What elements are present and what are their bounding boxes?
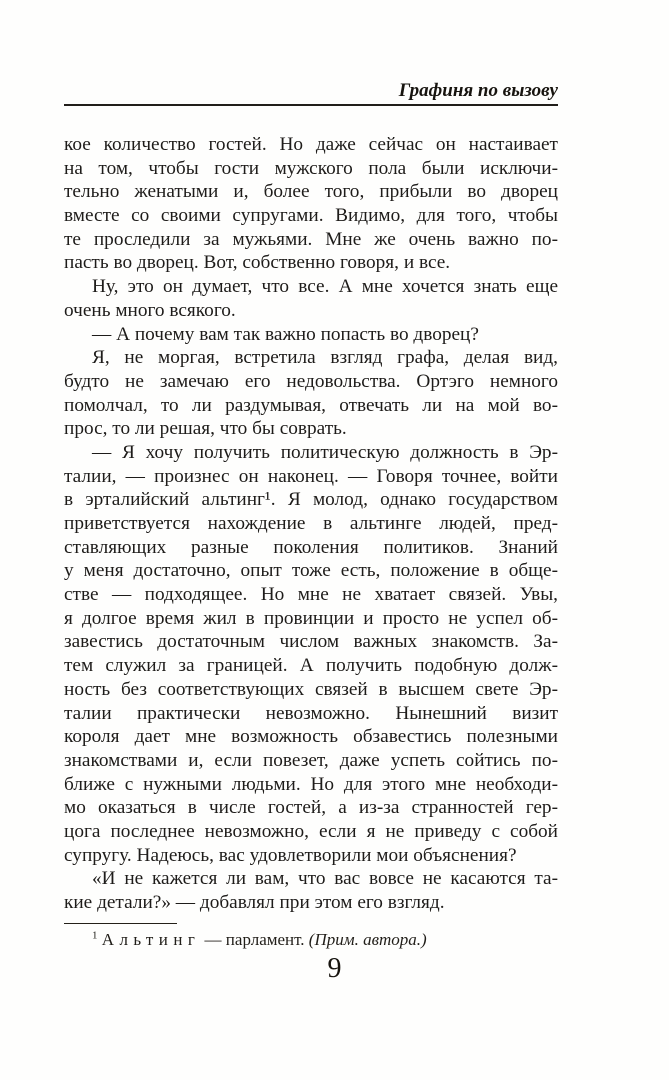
text-line: ближе с нужными людьми. Но для этого мне необходи- [64,773,558,795]
text-line: ставляющих разные поколения политиков. Знаний [64,536,558,558]
text-line: стве — подходящее. Но мне не хватает связей. Увы, [64,584,558,606]
text-line: я долгое время жил в провинции и просто не успел об- [64,607,558,629]
running-head-title: Графиня по вызову [64,80,558,106]
text-line: пасть во дворец. Вот, собственно говоря, и все. [64,252,451,274]
footnote-term: Альтинг [101,929,201,949]
text-line: ность без соответствующих связей в высшем свете Эр- [64,678,558,700]
footnote-divider [64,923,177,924]
text-line: мо оказаться в числе гостей, а из-за странностей гер- [64,797,558,819]
page-number: 9 [327,953,342,984]
text-line: в эрталийский альтинг¹. Я молод, однако государством [64,489,558,511]
footnote-definition: — парламент. [200,929,309,949]
text-line: очень много всякого. [64,299,236,321]
text-line: тем служил за границей. А получить подобную долж- [64,655,558,677]
text-line: знакомствами и, если повезет, даже успеть сойтись по- [64,749,558,771]
text-line: цога последнее невозможно, если я не приведу с собой [64,820,558,842]
page-body-text [64,133,558,915]
text-line: приветствуется нахождение в альтинге людей, пред- [64,513,558,534]
text-line: прос, то ли решая, что бы соврать. [64,418,347,440]
text-line: помолчал, то ли раздумывая, отвечать ли на мой во- [64,394,558,416]
text-line: кое количество гостей. Но даже сейчас он настаивает [64,134,558,155]
text-line: короля дает мне возможность обзавестись полезными [64,726,558,748]
footnote-marker: 1 [92,929,98,942]
text-line: талии практически невозможно. Нынешний визит [64,702,558,724]
text-line: те проследили за мужьями. Мне же очень важно по- [64,228,558,250]
text-line: талии, — произнес он наконец. — Говоря точнее, войти [64,465,558,487]
text-column [64,0,558,950]
text-line: — А почему вам так важно попасть во дворец? [92,323,479,345]
text-line: тельно женатыми и, более того, прибыли во дворец [64,181,558,203]
text-line: на том, чтобы гости мужского пола были исключи- [64,157,558,179]
text-line: будто не замечаю его недовольства. Ортэго немного [64,370,558,392]
text-line: супругу. Надеюсь, вас удовлетворили мои объяснения? [64,844,517,866]
text-line: завестись достаточным числом важных знакомств. За- [64,631,558,653]
text-line: Ну, это он думает, что все. А мне хочется знать еще [92,276,558,298]
text-line: вместе со своими супругами. Видимо, для того, чтобы [64,205,558,227]
footnote [64,929,558,950]
text-line: кие детали?» — добавлял при этом его взгляд. [64,892,445,913]
footnote-author-note: (Прим. автора.) [308,929,427,949]
text-line: у меня достаточно, опыт тоже есть, положение в обще- [64,560,558,582]
text-line: Я, не моргая, встретила взгляд графа, делая вид, [92,347,558,369]
text-line: «И не кажется ли вам, что вас вовсе не касаются та- [92,868,558,890]
text-line: — Я хочу получить политическую должность в Эр- [92,441,558,463]
